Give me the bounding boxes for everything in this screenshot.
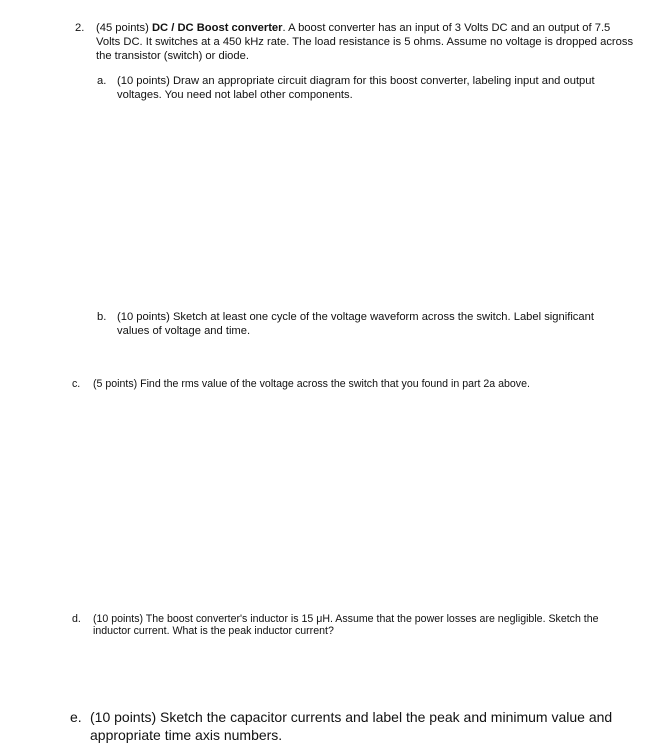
part-b-text: (10 points) Sketch at least one cycle of the voltage waveform across the switch. Label significant values of voltage and time. [117,311,594,337]
part-c [72,378,617,391]
part-b [97,310,617,338]
part-a-label: a. [97,75,107,87]
part-c-text: (5 points) Find the rms value of the voltage across the switch that you found in part 2a above. [93,378,530,390]
question-2-title: DC / DC Boost converter [151,22,283,34]
question-2-description: . A boost converter has an input of 3 Volts DC and an output of 7.5 Volts DC. It switches at a 450 kHz rate. The load resistance is 5 ohms. Assume no voltage is dropped across the transistor (switch) or diode. [96,22,634,62]
part-a-text: (10 points) Draw an appropriate circuit diagram for this boost converter, labeling input and output voltages. You need not label other components. [117,75,595,101]
part-a [97,74,617,102]
part-d [72,613,617,637]
question-2 [75,21,635,63]
question-2-points: (45 points) [96,22,149,34]
part-e-text: (10 points) Sketch the capacitor currents and label the peak and minimum value and appropriate time axis numbers. [90,709,613,743]
part-c-label: c. [72,378,81,390]
part-e-label: e. [70,709,82,725]
part-e [70,708,630,744]
question-2-text [96,21,635,63]
part-b-label: b. [97,311,107,323]
question-number: 2. [75,22,85,34]
part-d-label: d. [72,613,81,625]
part-d-text: (10 points) The boost converter's inductor is 15 μH. Assume that the power losses are negligible. Sketch the inductor current. What is the peak inductor current? [93,613,599,637]
